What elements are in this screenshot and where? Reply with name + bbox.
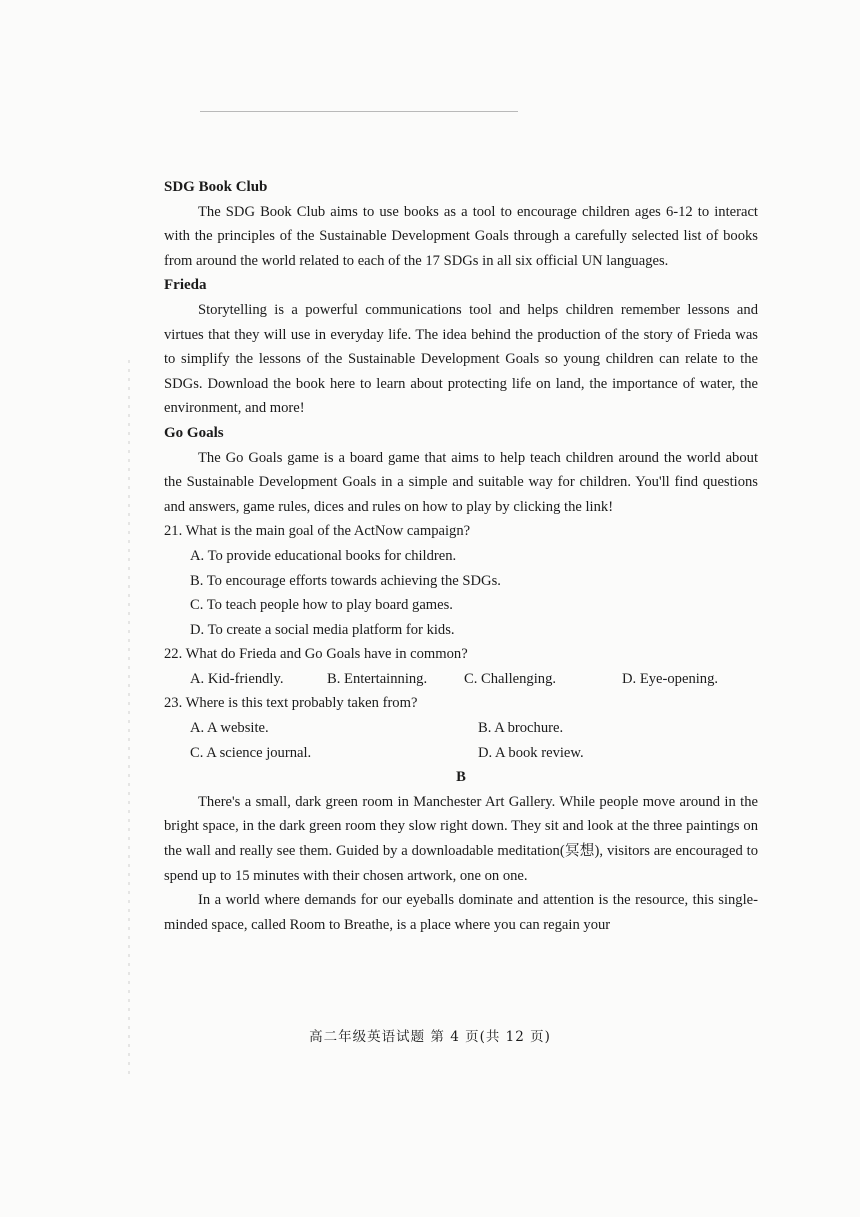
options-row (164, 667, 758, 692)
option-d: D. To create a social media platform for kids. (190, 621, 455, 638)
option-c: C. A science journal. (190, 744, 312, 761)
section-b-paragraph-1: There's a small, dark green room in Manchester Art Gallery. While people move around in the bright space, in the dark green room they slow right down. They sit and look at the three paintings on the wall and really see them. Guided by a downloadable meditation(冥想), visitors are encouraged to spend up to 15 minutes with their chosen artwork, one on one. (164, 793, 758, 884)
binding-edge (128, 360, 130, 1080)
page-content (164, 175, 758, 937)
question-stem: 21. What is the main goal of the ActNow campaign? (164, 523, 471, 540)
top-divider (200, 111, 518, 112)
option-a: A. Kid-friendly. (190, 670, 284, 687)
options-row (164, 716, 758, 741)
question-22 (164, 642, 758, 691)
go-goals-heading: Go Goals (164, 424, 224, 441)
option-d: D. Eye-opening. (622, 670, 719, 687)
question-stem: 22. What do Frieda and Go Goals have in common? (164, 646, 468, 663)
option-c: C. Challenging. (464, 670, 557, 687)
frieda-text: Storytelling is a powerful communications tool and helps children remember lessons and virtues that they will use in everyday life. The idea behind the production of the story of Frieda was to simplify the lessons of the Sustainable Development Goals so young children can relate to the SDGs. Download the book here to learn about protecting life on land, the importance of water, the environment, and more! (164, 301, 758, 417)
option-d: D. A book review. (478, 744, 584, 761)
option-b: B. A brochure. (478, 720, 564, 737)
sdg-book-club-text: The SDG Book Club aims to use books as a tool to encourage children ages 6-12 to interact with the principles of the Sustainable Development Goals through a carefully selected list of books from around the world related to each of the 17 SDGs in all six official UN languages. (164, 203, 758, 269)
option-c: C. To teach people how to play board games. (190, 597, 453, 614)
frieda-heading: Frieda (164, 277, 207, 294)
page-footer: 高二年级英语试题 第 4 页(共 12 页) (309, 1029, 551, 1045)
section-b-paragraph-2: In a world where demands for our eyeballs dominate and attention is the resource, this single-minded space, called Room to Breathe, is a place where you can regain your (164, 892, 758, 933)
go-goals-text: The Go Goals game is a board game that aims to help teach children around the world about the Sustainable Development Goals in a simple and suitable way for children. You'll find questions and answers, game rules, dices and rules on how to play by clicking the link! (164, 449, 758, 515)
option-a: A. To provide educational books for children. (190, 547, 457, 564)
section-b-heading: B (456, 769, 466, 786)
question-23 (164, 691, 758, 765)
option-b: B. To encourage efforts towards achieving the SDGs. (190, 572, 501, 589)
options-row (164, 741, 758, 766)
sdg-book-club-heading: SDG Book Club (164, 179, 268, 195)
question-stem: 23. Where is this text probably taken from? (164, 695, 418, 712)
option-a: A. A website. (190, 720, 269, 737)
option-b: B. Entertainning. (327, 670, 428, 687)
question-21 (164, 519, 758, 642)
